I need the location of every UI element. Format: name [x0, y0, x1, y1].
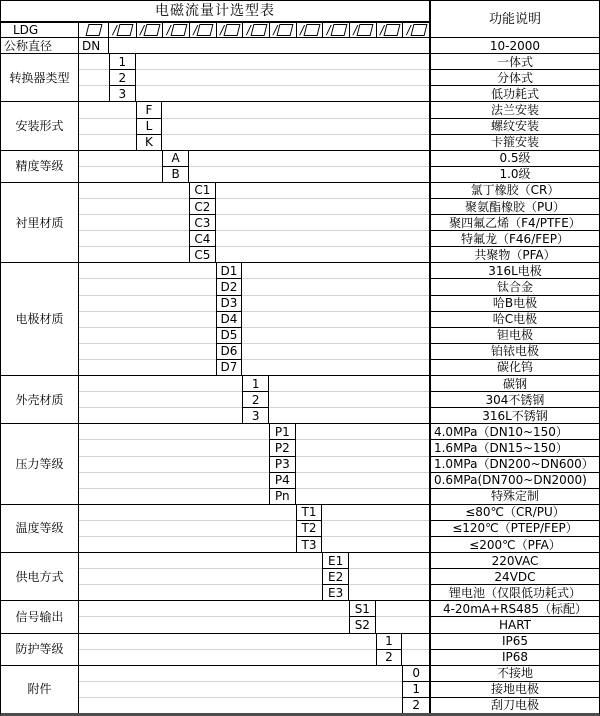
- filler-cell: [216, 230, 429, 246]
- desc-cell: 特殊定制: [429, 488, 599, 504]
- filler-cell: [269, 391, 429, 407]
- filler-cell: [79, 85, 109, 101]
- filler-cell: [79, 439, 269, 455]
- filler-cell: [216, 198, 429, 214]
- desc-cell: IP65: [429, 633, 599, 649]
- filler-cell: [79, 246, 189, 262]
- desc-cell: 锂电池（仅限低功耗式）: [429, 584, 599, 600]
- desc-cell: 一体式: [429, 53, 599, 69]
- checkbox-icon: [304, 24, 321, 36]
- filler-cell: [296, 488, 429, 504]
- slash-mark: /: [193, 23, 198, 38]
- filler-cell: [79, 407, 242, 423]
- category-cell: 附件: [1, 665, 79, 713]
- filler-cell: [79, 697, 402, 713]
- code-cell: D5: [216, 327, 243, 343]
- slash-mark: /: [353, 23, 358, 38]
- filler-cell: [79, 359, 216, 375]
- filler-cell: [189, 166, 429, 182]
- desc-cell: IP68: [429, 649, 599, 665]
- desc-cell: 哈C电极: [429, 311, 599, 327]
- desc-cell: ≤200℃（PFA）: [429, 536, 599, 552]
- code-cell: 2: [109, 69, 136, 85]
- code-cell: B: [162, 166, 189, 182]
- filler-cell: [79, 375, 242, 391]
- checkbox-icon: [384, 24, 401, 36]
- model-prefix-label: LDG: [1, 21, 79, 37]
- filler-cell: [79, 456, 269, 472]
- checkbox-icon: [277, 24, 294, 36]
- code-cell: T1: [296, 504, 323, 520]
- category-cell: 防护等级: [1, 633, 79, 665]
- code-cell: 2: [242, 391, 269, 407]
- model-code-slot: [136, 21, 163, 37]
- filler-cell: [162, 134, 429, 150]
- checkbox-icon: [116, 24, 133, 36]
- model-code-slot: [216, 21, 243, 37]
- checkbox-icon: [250, 24, 267, 36]
- filler-cell: [402, 633, 429, 649]
- code-cell: C1: [189, 182, 216, 198]
- checkbox-icon: [144, 24, 161, 36]
- filler-cell: [79, 633, 376, 649]
- filler-cell: [79, 472, 269, 488]
- category-cell: 压力等级: [1, 423, 79, 503]
- slash-mark: /: [273, 23, 278, 38]
- filler-cell: [79, 584, 322, 600]
- code-cell: 1: [109, 53, 136, 69]
- category-cell: 供电方式: [1, 552, 79, 600]
- code-cell: D2: [216, 278, 243, 294]
- filler-cell: [79, 343, 216, 359]
- filler-cell: [136, 85, 429, 101]
- code-cell: F: [136, 101, 163, 117]
- code-cell: 2: [402, 697, 429, 713]
- code-cell: 2: [376, 649, 403, 665]
- filler-cell: [162, 101, 429, 117]
- filler-cell: [79, 681, 402, 697]
- filler-cell: [79, 552, 322, 568]
- desc-cell: 螺纹安装: [429, 118, 599, 134]
- filler-cell: [216, 246, 429, 262]
- code-cell: P4: [269, 472, 296, 488]
- checkbox-icon: [224, 24, 241, 36]
- filler-cell: [79, 166, 162, 182]
- checkbox-icon: [357, 24, 374, 36]
- filler-cell: [242, 359, 429, 375]
- category-cell: 转换器类型: [1, 53, 79, 101]
- filler-cell: [322, 520, 429, 536]
- code-cell: 1: [242, 375, 269, 391]
- filler-cell: [136, 53, 429, 69]
- slash-mark: /: [219, 23, 225, 38]
- filler-cell: [79, 488, 269, 504]
- category-cell: 外壳材质: [1, 375, 79, 423]
- code-cell: 0: [402, 665, 429, 681]
- desc-cell: 分体式: [429, 69, 599, 85]
- slash-mark: /: [406, 23, 411, 38]
- filler-cell: [322, 536, 429, 552]
- filler-cell: [189, 150, 429, 166]
- desc-cell: 1.0MPa（DN200~DN600）: [429, 456, 599, 472]
- model-code-slot: [189, 21, 216, 37]
- filler-cell: [402, 649, 429, 665]
- table-title: 电磁流量计选型表: [154, 3, 275, 19]
- desc-cell: 4.0MPa（DN10~150）: [429, 423, 599, 439]
- code-cell: 1: [402, 681, 429, 697]
- filler-cell: [136, 69, 429, 85]
- filler-cell: [296, 423, 429, 439]
- filler-cell: [216, 182, 429, 198]
- desc-cell: 聚四氟乙烯（F4/PTFE）: [429, 214, 599, 230]
- model-code-slot: [402, 21, 429, 37]
- code-cell: P2: [269, 439, 296, 455]
- code-cell: Pn: [269, 488, 296, 504]
- code-cell: C5: [189, 246, 216, 262]
- filler-cell: [109, 37, 429, 53]
- desc-cell: 24VDC: [429, 568, 599, 584]
- filler-cell: [79, 262, 216, 278]
- code-cell: C3: [189, 214, 216, 230]
- model-code-slot: [349, 21, 376, 37]
- category-cell: 衬里材质: [1, 182, 79, 262]
- filler-cell: [322, 504, 429, 520]
- filler-cell: [79, 665, 402, 681]
- desc-cell: 铂铱电极: [429, 343, 599, 359]
- filler-cell: [79, 311, 216, 327]
- filler-cell: [79, 536, 296, 552]
- desc-cell: 316L电极: [429, 262, 599, 278]
- code-cell: D3: [216, 295, 243, 311]
- filler-cell: [242, 327, 429, 343]
- slash-mark: /: [112, 23, 117, 38]
- filler-cell: [296, 439, 429, 455]
- code-cell: D6: [216, 343, 243, 359]
- filler-cell: [349, 584, 429, 600]
- filler-cell: [242, 295, 429, 311]
- desc-cell: 4-20mA+RS485（标配）: [429, 600, 599, 616]
- filler-cell: [349, 568, 429, 584]
- code-cell: C2: [189, 198, 216, 214]
- category-cell: 电极材质: [1, 262, 79, 375]
- slash-mark: /: [326, 23, 331, 38]
- category-cell: 精度等级: [1, 150, 79, 182]
- model-code-slot: [79, 21, 109, 37]
- desc-cell: 钽电极: [429, 327, 599, 343]
- filler-cell: [79, 520, 296, 536]
- filler-cell: [79, 214, 189, 230]
- checkbox-icon: [85, 24, 102, 36]
- code-cell: K: [136, 134, 163, 150]
- desc-cell: 220VAC: [429, 552, 599, 568]
- filler-cell: [242, 262, 429, 278]
- category-cell: 温度等级: [1, 504, 79, 552]
- category-cell: 公称直径: [1, 37, 79, 53]
- desc-cell: 法兰安装: [429, 101, 599, 117]
- slash-mark: /: [166, 23, 171, 38]
- code-cell: P1: [269, 423, 296, 439]
- checkbox-icon: [330, 24, 347, 36]
- model-code-slot: [109, 21, 136, 37]
- desc-cell: 哈B电极: [429, 295, 599, 311]
- filler-cell: [162, 118, 429, 134]
- desc-cell: ≤120℃（PTEP/FEP）: [429, 520, 599, 536]
- desc-cell: ≤80℃（CR/PU）: [429, 504, 599, 520]
- filler-cell: [79, 391, 242, 407]
- filler-cell: [242, 343, 429, 359]
- desc-cell: 聚氨酯橡胶（PU）: [429, 198, 599, 214]
- desc-cell: 钛合金: [429, 278, 599, 294]
- filler-cell: [242, 278, 429, 294]
- desc-cell: 碳化钨: [429, 359, 599, 375]
- filler-cell: [79, 101, 136, 117]
- code-cell: 3: [242, 407, 269, 423]
- desc-cell: 碳钢: [429, 375, 599, 391]
- desc-cell: 刮刀电极: [429, 697, 599, 713]
- code-cell: P3: [269, 456, 296, 472]
- filler-cell: [79, 295, 216, 311]
- filler-cell: [269, 407, 429, 423]
- filler-cell: [79, 504, 296, 520]
- code-cell: L: [136, 118, 163, 134]
- filler-cell: [242, 311, 429, 327]
- filler-cell: [269, 375, 429, 391]
- filler-cell: [79, 278, 216, 294]
- code-cell: 1: [376, 633, 403, 649]
- code-cell: T3: [296, 536, 323, 552]
- slash-mark: /: [299, 23, 305, 38]
- category-cell: 信号输出: [1, 600, 79, 632]
- code-cell: D1: [216, 262, 243, 278]
- filler-cell: [216, 214, 429, 230]
- desc-cell: 氯丁橡胶（CR）: [429, 182, 599, 198]
- model-code-slot: [296, 21, 323, 37]
- code-cell: S2: [349, 616, 376, 632]
- filler-cell: [79, 568, 322, 584]
- filler-cell: [79, 423, 269, 439]
- checkbox-icon: [170, 24, 187, 36]
- desc-cell: 共聚物（PFA）: [429, 246, 599, 262]
- code-cell: A: [162, 150, 189, 166]
- desc-cell: 1.6MPa（DN15~150）: [429, 439, 599, 455]
- filler-cell: [79, 327, 216, 343]
- desc-cell: 10-2000: [429, 37, 599, 53]
- filler-cell: [79, 53, 109, 69]
- desc-cell: 304不锈钢: [429, 391, 599, 407]
- desc-cell: 1.0级: [429, 166, 599, 182]
- code-cell: DN: [79, 37, 109, 53]
- slash-mark: /: [139, 23, 145, 38]
- desc-cell: 特氟龙（F46/FEP）: [429, 230, 599, 246]
- filler-cell: [79, 182, 189, 198]
- code-cell: E3: [322, 584, 349, 600]
- desc-cell: 低功耗式: [429, 85, 599, 101]
- code-cell: E2: [322, 568, 349, 584]
- model-code-slot: [322, 21, 349, 37]
- model-code-slot: [376, 21, 403, 37]
- slash-mark: /: [379, 23, 385, 38]
- model-code-slot: [242, 21, 269, 37]
- checkbox-icon: [197, 24, 214, 36]
- filler-cell: [79, 134, 136, 150]
- filler-cell: [79, 649, 376, 665]
- filler-cell: [376, 600, 429, 616]
- code-cell: S1: [349, 600, 376, 616]
- filler-cell: [79, 198, 189, 214]
- filler-cell: [79, 150, 162, 166]
- desc-cell: 卡箍安装: [429, 134, 599, 150]
- desc-cell: 不接地: [429, 665, 599, 681]
- checkbox-icon: [410, 24, 427, 36]
- model-code-slot: [269, 21, 296, 37]
- filler-cell: [79, 230, 189, 246]
- model-code-slot: [162, 21, 189, 37]
- filler-cell: [79, 69, 109, 85]
- code-cell: 3: [109, 85, 136, 101]
- filler-cell: [296, 472, 429, 488]
- desc-cell: 316L不锈钢: [429, 407, 599, 423]
- filler-cell: [376, 616, 429, 632]
- code-cell: T2: [296, 520, 323, 536]
- code-cell: E1: [322, 552, 349, 568]
- desc-cell: HART: [429, 616, 599, 632]
- code-cell: D7: [216, 359, 243, 375]
- desc-cell: 0.6MPa(DN700~DN2000): [429, 472, 599, 488]
- slash-mark: /: [246, 23, 251, 38]
- desc-cell: 0.5级: [429, 150, 599, 166]
- category-cell: 安装形式: [1, 101, 79, 149]
- desc-cell: 接地电极: [429, 681, 599, 697]
- filler-cell: [349, 552, 429, 568]
- filler-cell: [296, 456, 429, 472]
- filler-cell: [79, 616, 349, 632]
- function-column-header: 功能说明: [429, 1, 599, 37]
- filler-cell: [79, 600, 349, 616]
- code-cell: C4: [189, 230, 216, 246]
- code-cell: D4: [216, 311, 243, 327]
- filler-cell: [79, 118, 136, 134]
